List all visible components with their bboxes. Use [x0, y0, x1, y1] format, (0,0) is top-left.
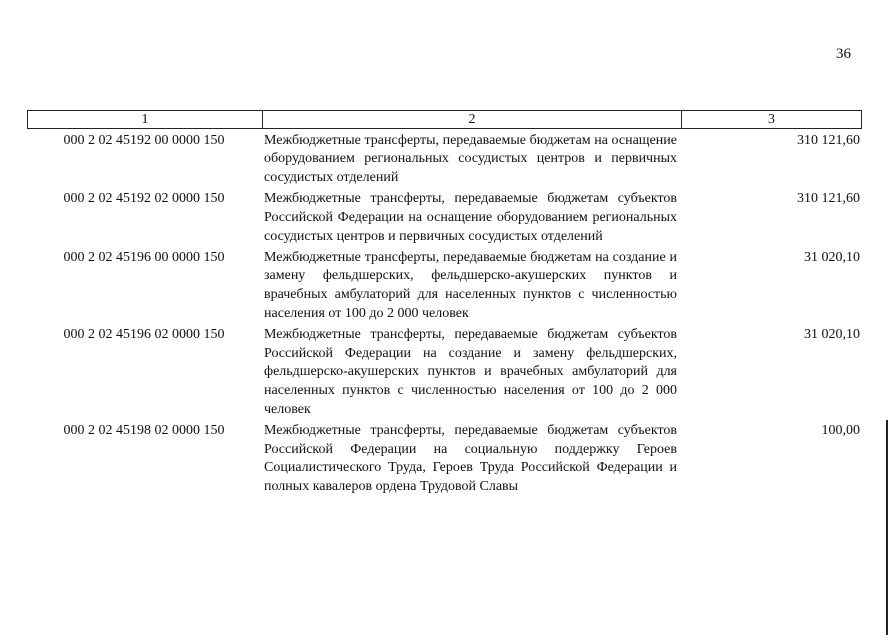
budget-code: 000 2 02 45192 02 0000 150 [63, 191, 225, 207]
amount: 100,00 [821, 423, 860, 439]
table-row [27, 324, 862, 420]
table-row [27, 188, 862, 247]
page-number: 36 [836, 46, 851, 62]
description: Межбюджетные трансферты, передаваемые бюджетам субъектов Российской Федерации на социальную поддержку Героев Социалистического Труда, Героев Труда Российской Федерации и полных кавалеров ордена Трудовой Славы [264, 423, 677, 495]
header-col-2: 2 [263, 111, 682, 128]
description: Межбюджетные трансферты, передаваемые бюджетам субъектов Российской Федерации на оснащение оборудованием региональных сосудистых центров и первичных сосудистых отделений [264, 191, 677, 244]
amount: 31 020,10 [804, 327, 860, 343]
table-header [27, 110, 862, 129]
description: Межбюджетные трансферты, передаваемые бюджетам на оснащение оборудованием региональных сосудистых центров и первичных сосудистых отделений [264, 132, 677, 185]
amount: 310 121,60 [797, 191, 860, 207]
budget-code: 000 2 02 45196 02 0000 150 [63, 327, 225, 343]
amount: 310 121,60 [797, 132, 860, 148]
description: Межбюджетные трансферты, передаваемые бюджетам субъектов Российской Федерации на создание и замену фельдшерских, фельдшерско-акушерских пунктов и врачебных амбулаторий для населенных пунктов с численностью населения от 100 до 2 000 человек [264, 327, 677, 417]
header-col-1: 1 [28, 111, 263, 128]
budget-code: 000 2 02 45192 00 0000 150 [63, 132, 225, 148]
budget-code: 000 2 02 45196 00 0000 150 [63, 249, 225, 265]
scan-edge-line [886, 420, 888, 635]
budget-table [27, 110, 862, 497]
table-row [27, 246, 862, 323]
table-row [27, 420, 862, 497]
header-col-3: 3 [768, 112, 775, 127]
amount: 31 020,10 [804, 249, 860, 265]
description: Межбюджетные трансферты, передаваемые бюджетам на создание и замену фельдшерских, фельдшерско-акушерских пунктов и врачебных амбулаторий для населенных пунктов с численностью населения от 100 до 2 000 человек [264, 249, 677, 321]
budget-code: 000 2 02 45198 02 0000 150 [63, 423, 225, 439]
table-row [27, 129, 862, 188]
